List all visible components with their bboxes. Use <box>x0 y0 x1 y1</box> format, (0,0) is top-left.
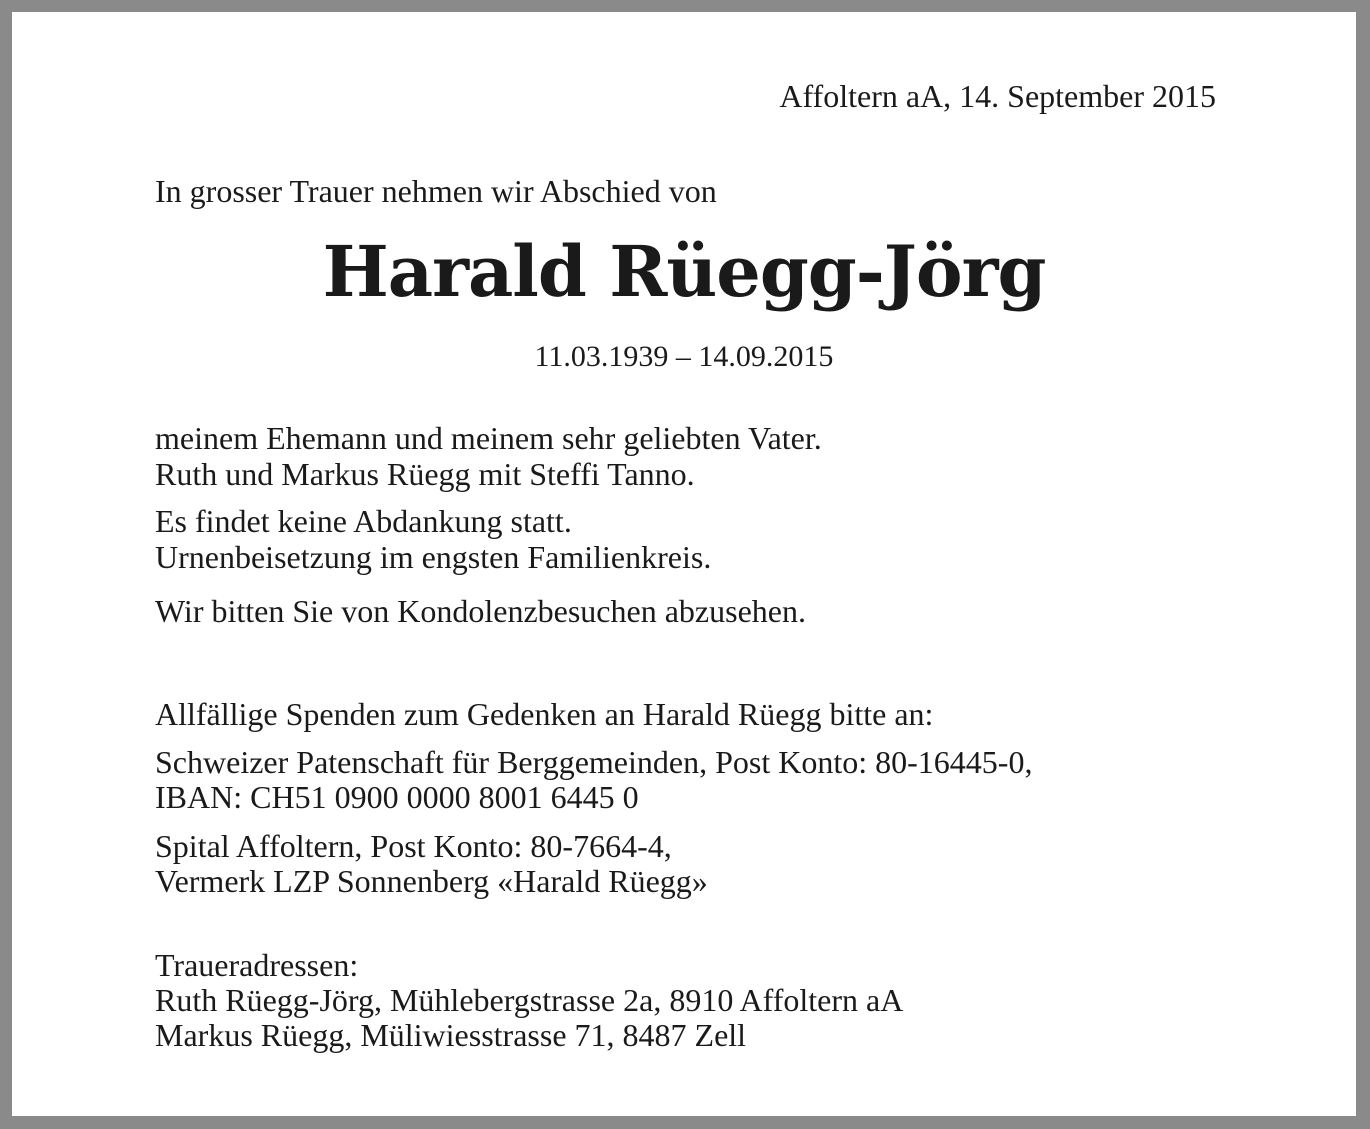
obituary-notice <box>12 12 1356 1116</box>
deceased-name: Harald Rüegg-Jörg <box>322 230 1046 313</box>
life-dates: 11.03.1939 – 14.09.2015 <box>534 340 834 373</box>
donation-org-2-line-2: Vermerk LZP Sonnenberg «Harald Rüegg» <box>155 863 708 899</box>
message-line-4: Urnenbeisetzung im engsten Familienkreis. <box>155 539 712 575</box>
addresses-heading: Traueradressen: <box>155 947 359 983</box>
donation-org-1-line-1: Schweizer Patenschaft für Berggemeinden, Post Konto: 80-16445-0, <box>155 744 1033 780</box>
message-line-5: Wir bitten Sie von Kondolenzbesuchen abzusehen. <box>155 593 806 629</box>
message-line-3: Es findet keine Abdankung statt. <box>155 503 572 539</box>
intro-text: In grosser Trauer nehmen wir Abschied von <box>155 173 717 209</box>
donation-org-1-iban: IBAN: CH51 0900 0000 8001 6445 0 <box>155 779 639 815</box>
address-line-2: Markus Rüegg, Müliwiesstrasse 71, 8487 Zell <box>155 1017 747 1053</box>
donations-heading: Allfällige Spenden zum Gedenken an Harald Rüegg bitte an: <box>155 696 934 732</box>
place-date: Affoltern aA, 14. September 2015 <box>779 78 1216 114</box>
donation-org-2-line-1: Spital Affoltern, Post Konto: 80-7664-4, <box>155 828 672 864</box>
message-line-1: meinem Ehemann und meinem sehr geliebten Vater. <box>155 420 822 456</box>
message-line-2: Ruth und Markus Rüegg mit Steffi Tanno. <box>155 456 695 492</box>
address-line-1: Ruth Rüegg-Jörg, Mühlebergstrasse 2a, 8910 Affoltern aA <box>155 982 904 1018</box>
